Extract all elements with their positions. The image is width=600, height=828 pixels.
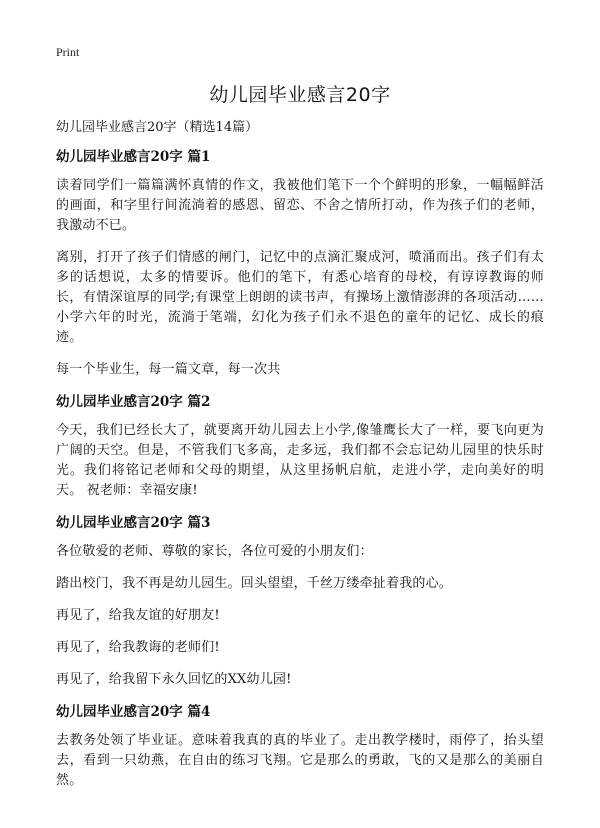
document-subtitle: 幼儿园毕业感言20字（精选14篇） [56, 120, 259, 135]
section-heading-3: 幼儿园毕业感言20字 篇3 [56, 515, 211, 531]
paragraph: 再见了，给我友谊的好朋友! [56, 608, 220, 623]
page-title: 幼儿园毕业感言20字 [209, 84, 391, 106]
paragraph: 再见了，给我留下永久回忆的XX幼儿园! [56, 672, 292, 687]
paragraph: 各位敬爱的老师、尊敬的家长，各位可爱的小朋友们： [56, 544, 373, 559]
article-body [56, 118, 544, 803]
paragraph: 读着同学们一篇篇满怀真情的作文，我被他们笔下一个个鲜明的形象，一幅幅鲜活的画面，和字里行间流淌着的感恩、留恋、不舍之情所打动，作为孩子们的老师，我激动不已。 [56, 178, 544, 233]
section-heading-1: 幼儿园毕业感言20字 篇1 [56, 149, 211, 165]
paragraph: 去教务处领了毕业证。意味着我真的真的毕业了。走出教学楼时，雨停了，抬头望去，看到一只幼燕，在自由的练习飞翔。它是那么的勇敢，飞的又是那么的美丽自然。 [56, 733, 544, 788]
paragraph: 再见了，给我教诲的老师们! [56, 640, 220, 655]
section-heading-4: 幼儿园毕业感言20字 篇4 [56, 704, 211, 720]
paragraph: 踏出校门，我不再是幼儿园生。回头望望，千丝万缕牵扯着我的心。 [56, 576, 453, 591]
section-heading-2: 幼儿园毕业感言20字 篇2 [56, 394, 211, 410]
print-link[interactable]: Print [56, 45, 80, 59]
paragraph: 今天，我们已经长大了，就要离开幼儿园去上小学,像雏鹰长大了一样，要飞向更为广阔的天空。但是，不管我们飞多高，走多远，我们都不会忘记幼儿园里的快乐时光。我们将铭记老师和父母的期望，从这里扬帆启航，走进小学，走向美好的明天。 祝老师：幸福安康! [56, 423, 544, 498]
paragraph: 离别，打开了孩子们情感的闸门，记忆中的点滴汇聚成河，喷涌而出。孩子们有太多的话想说，太多的情要诉。他们的笔下，有悉心培育的母校，有谆谆教诲的师长，有情深谊厚的同学;有课堂上朗朗的读书声，有操场上激情澎湃的各项活动……小学六年的时光，流淌于笔端，幻化为孩子们永不退色的童年的记忆、成长的痕迹。 [56, 250, 544, 345]
paragraph: 每一个毕业生，每一篇文章，每一次共 [56, 362, 281, 377]
